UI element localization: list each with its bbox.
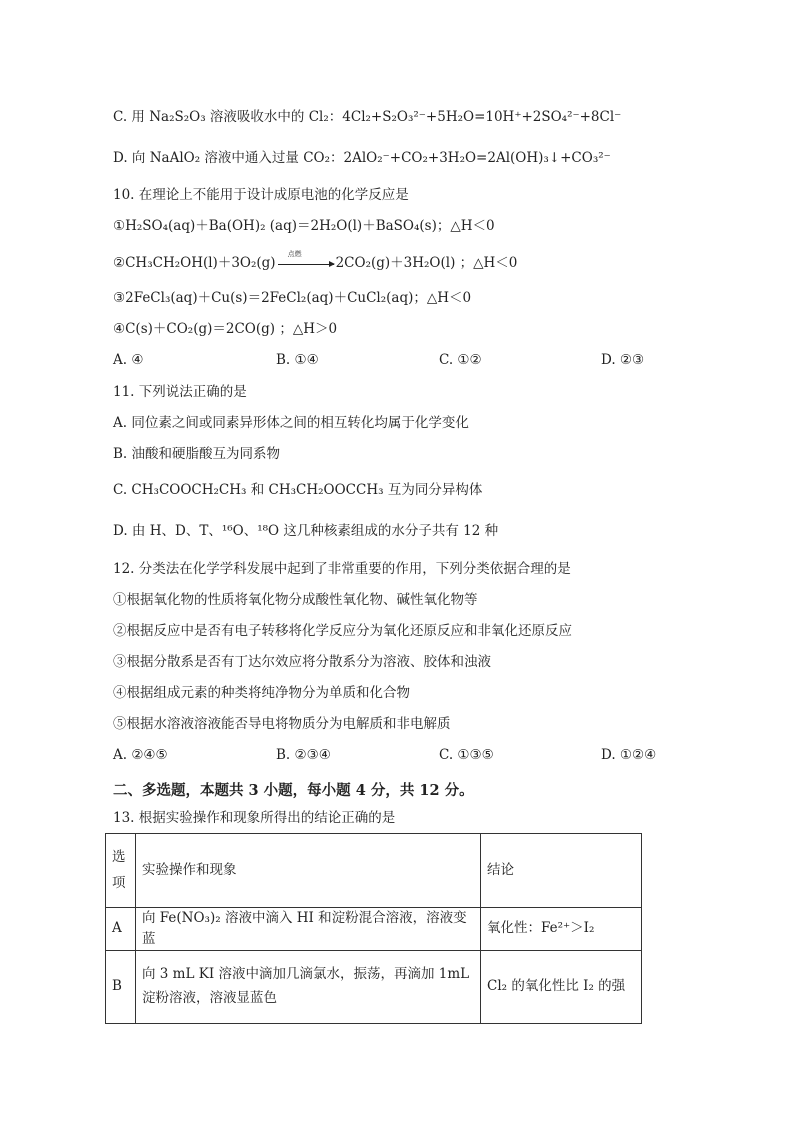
q11-option-b[interactable]: B. 油酸和硬脂酸互为同系物 (113, 446, 281, 462)
row-conclusion: Cl₂ 的氧化性比 I₂ 的强 (481, 950, 642, 1023)
q10-reaction-1: ①H₂SO₄(aq)＋Ba(OH)₂ (aq)＝2H₂O(l)＋BaSO₄(s)；△H＜0 (113, 218, 495, 234)
q12-statement-3: ③根据分散系是否有丁达尔效应将分散系分为溶液、胶体和浊液 (113, 654, 491, 670)
row-operation: 向 Fe(NO₃)₂ 溶液中滴入 HI 和淀粉混合溶液，溶液变蓝 (136, 908, 481, 951)
section-heading-multi-choice: 二、多选题，本题共 3 小题，每小题 4 分，共 12 分。 (113, 782, 474, 799)
q11-option-d[interactable]: D. 由 H、D、T、¹⁶O、¹⁸O 这几种核素组成的水分子共有 12 种 (113, 523, 499, 539)
q11-stem: 11. 下列说法正确的是 (113, 384, 247, 400)
header-conclusion: 结论 (481, 834, 642, 908)
q12-statement-2: ②根据反应中是否有电子转移将化学反应分为氧化还原反应和非氧化还原反应 (113, 623, 572, 639)
header-option: 选项 (106, 834, 136, 908)
reaction-arrow-icon (278, 250, 334, 265)
q10-reaction-2 (113, 250, 518, 271)
q12-option-c[interactable]: C. ①③⑤ (439, 747, 494, 763)
row-label: B (106, 950, 136, 1023)
q12-option-a[interactable]: A. ②④⑤ (113, 747, 168, 763)
q12-option-d[interactable]: D. ①②④ (601, 747, 657, 763)
q10-reaction-4: ④C(s)＋CO₂(g)＝2CO(g) ；△H＞0 (113, 321, 338, 337)
q12-stem: 12. 分类法在化学学科发展中起到了非常重要的作用，下列分类依据合理的是 (113, 561, 571, 577)
q10-reaction-3: ③2FeCl₃(aq)＋Cu(s)＝2FeCl₂(aq)＋CuCl₂(aq)；△H＜0 (113, 290, 472, 306)
q12-statement-1: ①根据氧化物的性质将氧化物分成酸性氧化物、碱性氧化物等 (113, 592, 478, 608)
q10-option-a[interactable]: A. ④ (113, 352, 144, 368)
row-operation: 向 3 mL KI 溶液中滴加几滴氯水，振荡，再滴加 1mL 淀粉溶液，溶液显蓝色 (136, 950, 481, 1023)
reaction-2-left: ②CH₃CH₂OH(l)＋3O₂(g) (113, 255, 276, 271)
q12-statement-5: ⑤根据水溶液溶液能否导电将物质分为电解质和非电解质 (113, 716, 451, 732)
q13-table (105, 833, 642, 1024)
q10-option-c[interactable]: C. ①② (439, 352, 482, 368)
q11-option-a[interactable]: A. 同位素之间或同素异形体之间的相互转化均属于化学变化 (113, 415, 469, 431)
table-row (106, 950, 642, 1023)
row-conclusion: 氧化性：Fe²⁺＞I₂ (481, 908, 642, 951)
header-operation: 实验操作和现象 (136, 834, 481, 908)
q10-option-b[interactable]: B. ①④ (276, 352, 319, 368)
q11-option-c[interactable]: C. CH₃COOCH₂CH₃ 和 CH₃CH₂OOCCH₃ 互为同分异构体 (113, 482, 483, 498)
q9-option-c[interactable]: C. 用 Na₂S₂O₃ 溶液吸收水中的 Cl₂：4Cl₂+S₂O₃²⁻+5H₂O=10H⁺+2SO₄²⁻+8Cl⁻ (113, 109, 622, 125)
table-header-row (106, 834, 642, 908)
q10-option-d[interactable]: D. ②③ (601, 352, 645, 368)
q10-stem: 10. 在理论上不能用于设计成原电池的化学反应是 (113, 187, 409, 203)
reaction-condition: 点燃 (287, 250, 302, 258)
table-row (106, 908, 642, 951)
reaction-2-right: 2CO₂(g)＋3H₂O(l) ；△H＜0 (335, 255, 518, 271)
q13-stem: 13. 根据实验操作和现象所得出的结论正确的是 (113, 810, 396, 826)
q9-option-d[interactable]: D. 向 NaAlO₂ 溶液中通入过量 CO₂：2AlO₂⁻+CO₂+3H₂O=2Al(OH)₃↓+CO₃²⁻ (113, 150, 611, 166)
row-label: A (106, 908, 136, 951)
q12-option-b[interactable]: B. ②③④ (276, 747, 331, 763)
q12-statement-4: ④根据组成元素的种类将纯净物分为单质和化合物 (113, 685, 410, 701)
